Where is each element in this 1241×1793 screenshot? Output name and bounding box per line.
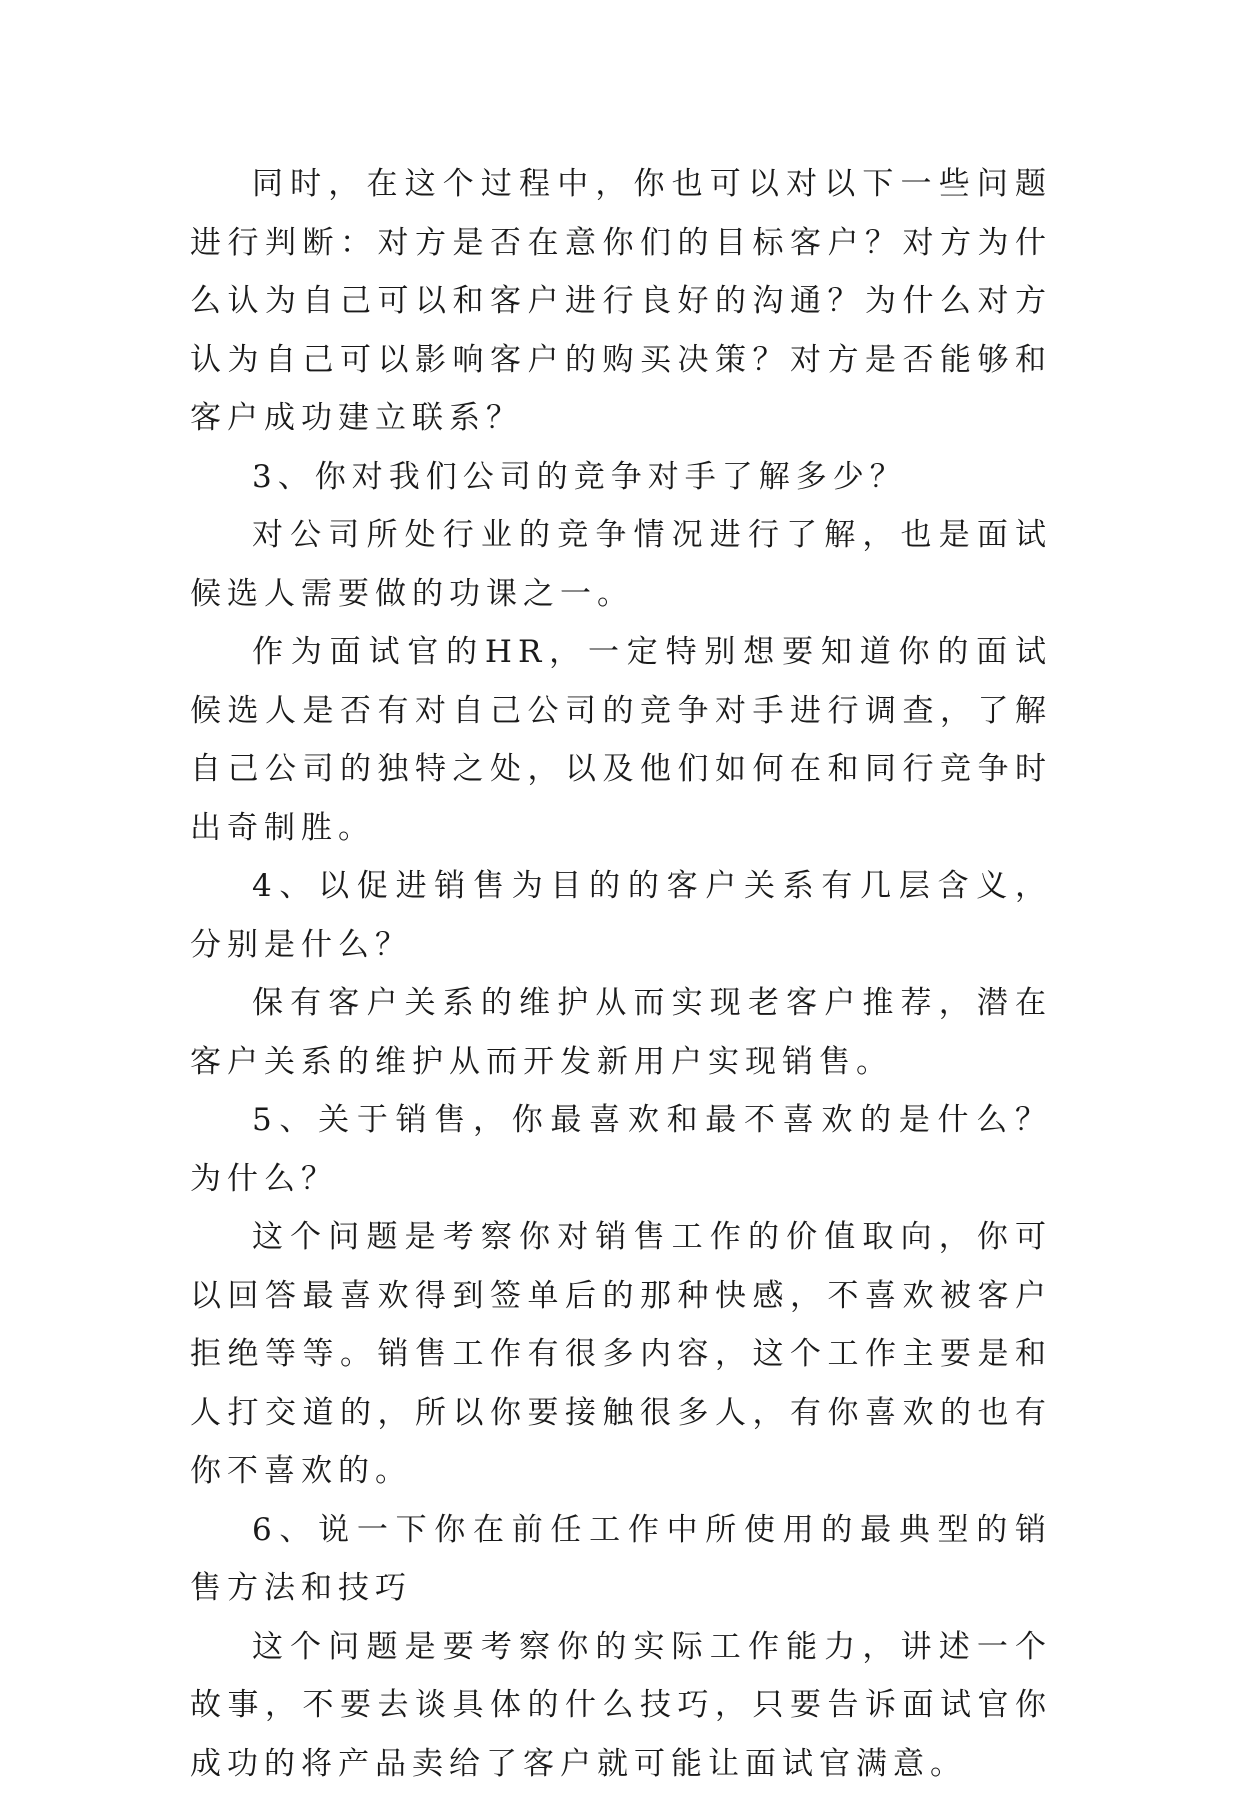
paragraph-judgement-questions: 同时，在这个过程中，你也可以对以下一些问题进行判断：对方是否在意你们的目标客户？对方为什么认为自己可以和客户进行良好的沟通？为什么对方认为自己可以影响客户的购买决策？对方是否能够和客户成功建立联系？ bbox=[190, 155, 1052, 448]
question-6-heading: 6、说一下你在前任工作中所使用的最典型的销售方法和技巧 bbox=[190, 1501, 1052, 1618]
document-body bbox=[190, 155, 1052, 1793]
question-4-heading: 4、以促进销售为目的的客户关系有几层含义，分别是什么？ bbox=[190, 857, 1052, 974]
paragraph-industry-competition: 对公司所处行业的竞争情况进行了解，也是面试候选人需要做的功课之一。 bbox=[190, 506, 1052, 623]
paragraph-customer-relations: 保有客户关系的维护从而实现老客户推荐，潜在客户关系的维护从而开发新用户实现销售。 bbox=[190, 974, 1052, 1091]
paragraph-sales-method-story: 这个问题是要考察你的实际工作能力，讲述一个故事，不要去谈具体的什么技巧，只要告诉面试官你成功的将产品卖给了客户就可能让面试官满意。 bbox=[190, 1618, 1052, 1793]
question-5-heading: 5、关于销售，你最喜欢和最不喜欢的是什么？为什么？ bbox=[190, 1091, 1052, 1208]
paragraph-sales-likes-dislikes: 这个问题是考察你对销售工作的价值取向，你可以回答最喜欢得到签单后的那种快感，不喜欢被客户拒绝等等。销售工作有很多内容，这个工作主要是和人打交道的，所以你要接触很多人，有你喜欢的也有你不喜欢的。 bbox=[190, 1208, 1052, 1501]
paragraph-hr-expectation: 作为面试官的HR，一定特别想要知道你的面试候选人是否有对自己公司的竞争对手进行调查，了解自己公司的独特之处，以及他们如何在和同行竞争时出奇制胜。 bbox=[190, 623, 1052, 857]
question-3-heading: 3、你对我们公司的竞争对手了解多少？ bbox=[190, 448, 1052, 507]
